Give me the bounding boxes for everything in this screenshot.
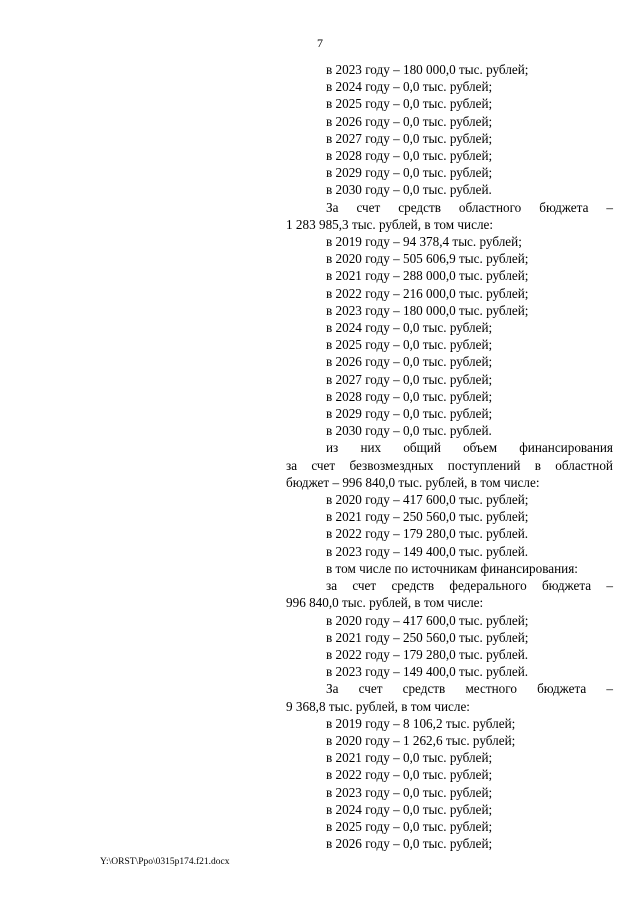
list-item: в 2024 году – 0,0 тыс. рублей; xyxy=(326,79,493,95)
list-item: в 2022 году – 179 280,0 тыс. рублей. xyxy=(326,526,529,542)
list-item: в 2021 году – 250 560,0 тыс. рублей; xyxy=(326,629,529,645)
list-item: в 2026 году – 0,0 тыс. рублей; xyxy=(326,113,493,129)
paragraph-line: 9 368,8 тыс. рублей, в том числе: xyxy=(286,698,470,714)
list-item: в 2019 году – 94 378,4 тыс. рублей; xyxy=(326,234,522,250)
paragraph-line: бюджет – 996 840,0 тыс. рублей, в том числе: xyxy=(286,474,540,490)
list-item: в 2023 году – 0,0 тыс. рублей; xyxy=(326,784,493,800)
list-item: в 2020 году – 1 262,6 тыс. рублей; xyxy=(326,732,516,748)
list-item: в 2020 году – 417 600,0 тыс. рублей; xyxy=(326,492,529,508)
list-item: в 2023 году – 149 400,0 тыс. рублей. xyxy=(326,664,529,680)
list-item: в 2020 году – 505 606,9 тыс. рублей; xyxy=(326,251,529,267)
list-item: в 2022 году – 216 000,0 тыс. рублей; xyxy=(326,285,529,301)
list-item: в 2028 году – 0,0 тыс. рублей; xyxy=(326,148,493,164)
footer-file-path: Y:\ORST\Ppo\0315p174.f21.docx xyxy=(100,857,230,867)
paragraph-line: 1 283 985,3 тыс. рублей, в том числе: xyxy=(286,216,494,232)
paragraph-line: 996 840,0 тыс. рублей, в том числе: xyxy=(286,595,484,611)
list-item: в 2024 году – 0,0 тыс. рублей; xyxy=(326,801,493,817)
list-item: в 2021 году – 250 560,0 тыс. рублей; xyxy=(326,509,529,525)
list-item: в 2023 году – 180 000,0 тыс. рублей; xyxy=(326,302,529,318)
list-item: в 2029 году – 0,0 тыс. рублей; xyxy=(326,165,493,181)
list-item: в 2026 году – 0,0 тыс. рублей; xyxy=(326,354,493,370)
list-item: в 2029 году – 0,0 тыс. рублей; xyxy=(326,406,493,422)
list-item: в 2022 году – 179 280,0 тыс. рублей. xyxy=(326,646,529,662)
paragraph-line: из них общий объем финансирования xyxy=(326,440,613,456)
list-item: в 2028 году – 0,0 тыс. рублей; xyxy=(326,388,493,404)
paragraph-line: в том числе по источникам финансирования: xyxy=(326,560,578,576)
list-item: в 2021 году – 288 000,0 тыс. рублей; xyxy=(326,268,529,284)
list-item: в 2027 году – 0,0 тыс. рублей; xyxy=(326,130,493,146)
list-item: в 2023 году – 149 400,0 тыс. рублей. xyxy=(326,543,529,559)
list-item: в 2022 году – 0,0 тыс. рублей; xyxy=(326,767,493,783)
document-body xyxy=(286,61,613,852)
paragraph-line: за счет средств федерального бюджета – xyxy=(326,578,613,594)
page-number: 7 xyxy=(317,36,323,50)
list-item: в 2027 году – 0,0 тыс. рублей; xyxy=(326,371,493,387)
list-item: в 2019 году – 8 106,2 тыс. рублей; xyxy=(326,715,516,731)
list-item: в 2030 году – 0,0 тыс. рублей. xyxy=(326,423,492,439)
paragraph-line: За счет средств местного бюджета – xyxy=(326,681,613,697)
list-item: в 2030 году – 0,0 тыс. рублей. xyxy=(326,182,492,198)
list-item: в 2020 году – 417 600,0 тыс. рублей; xyxy=(326,612,529,628)
paragraph-line: за счет безвозмездных поступлений в областной xyxy=(286,457,613,473)
list-item: в 2024 году – 0,0 тыс. рублей; xyxy=(326,320,493,336)
list-item: в 2021 году – 0,0 тыс. рублей; xyxy=(326,750,493,766)
list-item: в 2025 году – 0,0 тыс. рублей; xyxy=(326,337,493,353)
list-item: в 2025 году – 0,0 тыс. рублей; xyxy=(326,818,493,834)
paragraph-line: За счет средств областного бюджета – xyxy=(326,199,613,215)
list-item: в 2023 году – 180 000,0 тыс. рублей; xyxy=(326,62,529,77)
list-item: в 2025 году – 0,0 тыс. рублей; xyxy=(326,96,493,112)
list-item: в 2026 году – 0,0 тыс. рублей; xyxy=(326,836,493,852)
